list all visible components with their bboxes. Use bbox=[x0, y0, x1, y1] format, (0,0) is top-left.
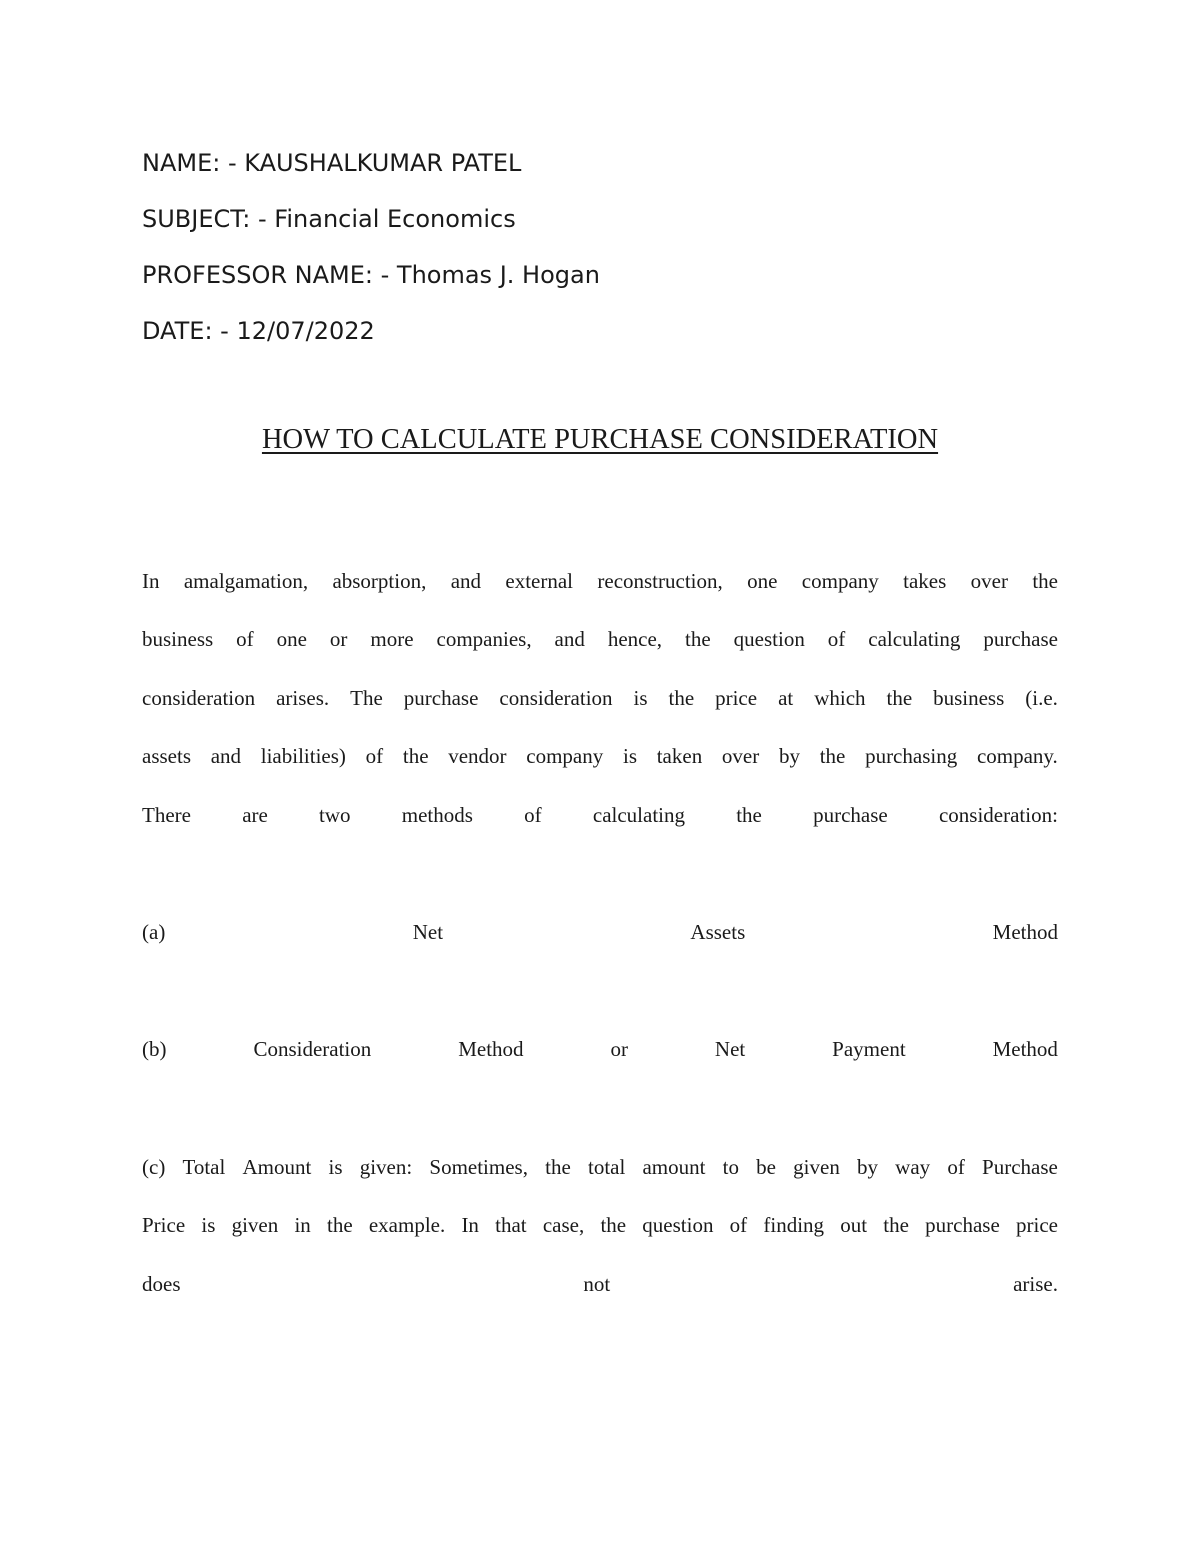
word: in bbox=[294, 1213, 311, 1237]
method-b-line bbox=[142, 1031, 1058, 1067]
word: (i.e. bbox=[1025, 686, 1058, 710]
word: Method bbox=[458, 1037, 524, 1061]
word: more bbox=[370, 627, 414, 651]
word: amount bbox=[642, 1155, 706, 1179]
word: reconstruction, bbox=[597, 569, 723, 593]
word: Total bbox=[182, 1155, 226, 1179]
word: finding bbox=[763, 1213, 825, 1237]
paragraph-line bbox=[142, 563, 1058, 599]
word: total bbox=[587, 1155, 626, 1179]
word: taken bbox=[656, 744, 703, 768]
word: of bbox=[236, 627, 254, 651]
word: Method bbox=[992, 1037, 1058, 1061]
word: Method bbox=[992, 920, 1058, 944]
word: amalgamation, bbox=[183, 569, 309, 593]
word: is bbox=[622, 744, 637, 768]
word: one bbox=[276, 627, 307, 651]
word: of bbox=[524, 803, 542, 827]
word: Purchase bbox=[982, 1155, 1058, 1179]
word: (a) bbox=[142, 920, 166, 944]
word: example. bbox=[368, 1213, 446, 1237]
word: over bbox=[721, 744, 760, 768]
word: In bbox=[461, 1213, 479, 1237]
word: purchase bbox=[925, 1213, 1000, 1237]
word: The bbox=[350, 686, 383, 710]
word: one bbox=[747, 569, 778, 593]
word: Consideration bbox=[253, 1037, 372, 1061]
word: company bbox=[801, 569, 879, 593]
word: at bbox=[778, 686, 794, 710]
professor-name: PROFESSOR NAME: - Thomas J. Hogan bbox=[142, 261, 600, 289]
subject-line: SUBJECT: - Financial Economics bbox=[142, 205, 516, 233]
word: or bbox=[329, 627, 348, 651]
word: the bbox=[736, 803, 762, 827]
word: company. bbox=[976, 744, 1058, 768]
word: case, bbox=[542, 1213, 585, 1237]
document-title: HOW TO CALCULATE PURCHASE CONSIDERATION bbox=[261, 424, 939, 455]
word: purchase bbox=[403, 686, 479, 710]
word: vendor bbox=[448, 744, 507, 768]
word: the bbox=[545, 1155, 571, 1179]
word: not bbox=[583, 1272, 611, 1296]
word: external bbox=[505, 569, 574, 593]
word: methods bbox=[401, 803, 473, 827]
word: (c) bbox=[142, 1155, 166, 1179]
word: price bbox=[715, 686, 758, 710]
word: Amount bbox=[242, 1155, 312, 1179]
word: Price bbox=[142, 1213, 186, 1237]
word: are bbox=[242, 803, 268, 827]
paragraph-line bbox=[142, 680, 1058, 716]
word: purchase bbox=[813, 803, 888, 827]
word: way bbox=[895, 1155, 931, 1179]
word: the bbox=[886, 686, 913, 710]
word: and bbox=[450, 569, 482, 593]
word: purchasing bbox=[865, 744, 958, 768]
word: consideration bbox=[499, 686, 613, 710]
word: and bbox=[554, 627, 585, 651]
word: Net bbox=[412, 920, 444, 944]
word: of bbox=[365, 744, 384, 768]
word: given bbox=[231, 1213, 279, 1237]
word: is bbox=[633, 686, 648, 710]
word: or bbox=[610, 1037, 628, 1061]
word: to bbox=[722, 1155, 739, 1179]
word: business bbox=[142, 627, 214, 651]
word: of bbox=[947, 1155, 965, 1179]
word: question bbox=[642, 1213, 714, 1237]
word: does bbox=[142, 1272, 181, 1296]
word: be bbox=[756, 1155, 776, 1179]
paragraph-line bbox=[142, 738, 1058, 774]
word: is bbox=[328, 1155, 343, 1179]
word: of bbox=[729, 1213, 748, 1237]
word: hence, bbox=[607, 627, 663, 651]
word: the bbox=[668, 686, 695, 710]
word: the bbox=[685, 627, 711, 651]
word: given: bbox=[359, 1155, 413, 1179]
word: the bbox=[326, 1213, 353, 1237]
word: liabilities) bbox=[260, 744, 346, 768]
word: over bbox=[970, 569, 1008, 593]
word: Assets bbox=[690, 920, 746, 944]
word: consideration bbox=[142, 686, 256, 710]
method-c-line bbox=[142, 1207, 1058, 1243]
word: purchase bbox=[983, 627, 1058, 651]
word: the bbox=[402, 744, 429, 768]
word: given bbox=[793, 1155, 840, 1179]
word: by bbox=[857, 1155, 878, 1179]
word: In bbox=[142, 569, 160, 593]
word: assets bbox=[142, 744, 191, 768]
method-c-line bbox=[142, 1266, 1058, 1302]
word: the bbox=[600, 1213, 627, 1237]
word: consideration: bbox=[938, 803, 1058, 827]
word: which bbox=[814, 686, 866, 710]
paragraph-line bbox=[142, 621, 1058, 657]
word: (b) bbox=[142, 1037, 167, 1061]
word: calculating bbox=[868, 627, 961, 651]
word: price bbox=[1016, 1213, 1058, 1237]
word: out bbox=[840, 1213, 868, 1237]
word: company bbox=[526, 744, 604, 768]
word: the bbox=[819, 744, 846, 768]
word: and bbox=[210, 744, 242, 768]
word: calculating bbox=[592, 803, 685, 827]
method-a-line bbox=[142, 914, 1058, 950]
word: takes bbox=[903, 569, 947, 593]
word: arises. bbox=[276, 686, 330, 710]
student-name: NAME: - KAUSHALKUMAR PATEL bbox=[142, 149, 522, 177]
word: companies, bbox=[436, 627, 532, 651]
word: that bbox=[495, 1213, 527, 1237]
word: Sometimes, bbox=[429, 1155, 528, 1179]
paragraph-line bbox=[142, 797, 1058, 833]
word: two bbox=[319, 803, 351, 827]
word: absorption, bbox=[332, 569, 427, 593]
word: business bbox=[933, 686, 1005, 710]
word: by bbox=[778, 744, 800, 768]
word: the bbox=[883, 1213, 909, 1237]
word: the bbox=[1032, 569, 1058, 593]
word: There bbox=[142, 803, 191, 827]
word: Net bbox=[714, 1037, 746, 1061]
date-line: DATE: - 12/07/2022 bbox=[142, 317, 375, 345]
word: is bbox=[201, 1213, 216, 1237]
word: of bbox=[827, 627, 846, 651]
student-info-block bbox=[142, 146, 842, 370]
word: Payment bbox=[832, 1037, 906, 1061]
word: question bbox=[733, 627, 805, 651]
method-c-line bbox=[142, 1149, 1058, 1185]
word: arise. bbox=[1013, 1272, 1058, 1296]
